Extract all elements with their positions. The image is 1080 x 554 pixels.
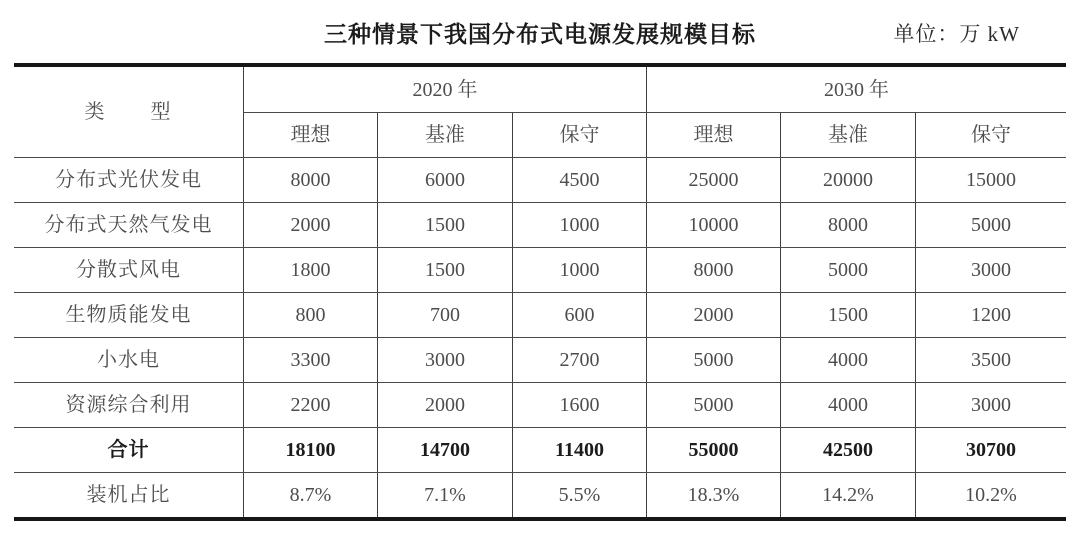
table-row [14,472,1066,517]
row-value: 8000 [243,158,377,202]
row-value: 1800 [243,248,377,292]
row-value: 2000 [243,203,377,247]
header-bar [14,12,1066,52]
row-value: 18100 [243,428,377,472]
row-value: 5000 [646,338,780,382]
row-value: 3000 [915,248,1066,292]
row-label: 生物质能发电 [65,304,192,326]
row-value: 5000 [646,383,780,427]
row-value: 4000 [780,338,915,382]
header-2030-conservative: 保守 [915,112,1066,157]
header-2030-baseline: 基准 [780,112,915,157]
row-value: 8000 [646,248,780,292]
table-row [14,427,1066,472]
row-value: 10.2% [915,473,1066,517]
row-value: 1200 [915,293,1066,337]
row-label: 合计 [107,439,150,461]
row-value: 1500 [377,248,512,292]
row-value: 18.3% [646,473,780,517]
row-value: 5000 [915,203,1066,247]
row-value: 2200 [243,383,377,427]
row-value: 8.7% [243,473,377,517]
row-value: 7.1% [377,473,512,517]
row-value: 2000 [646,293,780,337]
row-value: 42500 [780,428,915,472]
header-year-2030: 2030 年 [646,67,1066,112]
header-2030-ideal: 理想 [646,112,780,157]
row-value: 600 [512,293,646,337]
row-value: 15000 [915,158,1066,202]
row-label: 分布式天然气发电 [44,214,213,236]
header-type: 类 型 [84,101,173,123]
row-value: 1500 [780,293,915,337]
row-value: 800 [243,293,377,337]
row-value: 4500 [512,158,646,202]
row-value: 25000 [646,158,780,202]
row-value: 6000 [377,158,512,202]
row-label: 小水电 [97,349,160,371]
table-body [14,157,1066,517]
table-row [14,292,1066,337]
data-table [14,63,1066,521]
row-label: 分布式光伏发电 [55,169,202,191]
row-value: 14.2% [780,473,915,517]
row-value: 1500 [377,203,512,247]
row-value: 11400 [512,428,646,472]
row-value: 2000 [377,383,512,427]
row-value: 55000 [646,428,780,472]
unit-label: 单位：万 kW [893,22,1020,46]
table-row [14,157,1066,202]
row-value: 700 [377,293,512,337]
row-value: 3000 [915,383,1066,427]
table-row [14,382,1066,427]
row-value: 2700 [512,338,646,382]
row-value: 4000 [780,383,915,427]
table-row [14,247,1066,292]
row-label: 分散式风电 [76,259,181,281]
header-year-2020: 2020 年 [243,67,646,112]
row-value: 10000 [646,203,780,247]
row-value: 5.5% [512,473,646,517]
table-row [14,202,1066,247]
page-title: 三种情景下我国分布式电源发展规模目标 [324,21,756,47]
row-value: 3500 [915,338,1066,382]
header-2020-conservative: 保守 [512,112,646,157]
row-value: 8000 [780,203,915,247]
row-value: 20000 [780,158,915,202]
row-value: 1000 [512,203,646,247]
header-2020-ideal: 理想 [243,112,377,157]
header-2020-baseline: 基准 [377,112,512,157]
row-value: 1600 [512,383,646,427]
row-value: 5000 [780,248,915,292]
row-value: 1000 [512,248,646,292]
row-value: 3000 [377,338,512,382]
row-value: 30700 [915,428,1066,472]
table-header [14,67,1066,157]
row-label: 资源综合利用 [65,394,192,416]
row-label: 装机占比 [86,484,171,506]
table-row [14,337,1066,382]
row-value: 14700 [377,428,512,472]
row-value: 3300 [243,338,377,382]
